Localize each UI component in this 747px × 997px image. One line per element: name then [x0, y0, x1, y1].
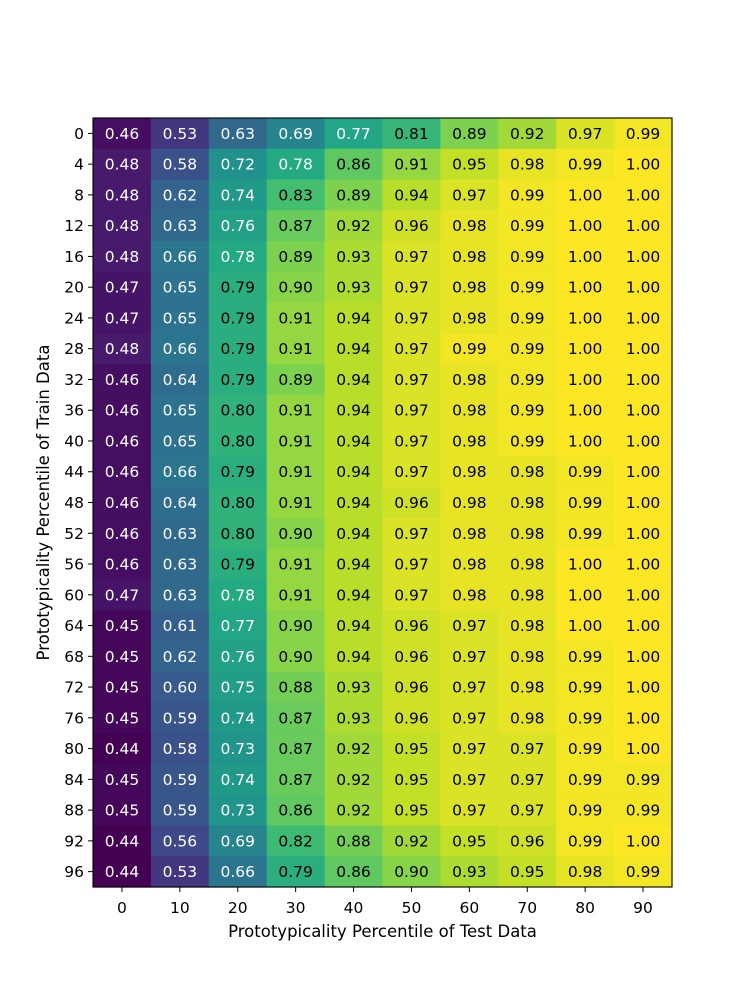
cell-value-label: 0.95: [452, 832, 487, 851]
cell-value-label: 0.97: [394, 278, 429, 297]
cell-value-label: 0.86: [336, 155, 371, 174]
cell-value-label: 0.78: [278, 155, 313, 174]
cell-value-label: 0.80: [220, 432, 256, 451]
cell-value-label: 0.92: [336, 801, 371, 820]
cell-value-label: 0.86: [336, 863, 371, 882]
cell-value-label: 0.46: [104, 432, 140, 451]
cell-value-label: 0.91: [278, 340, 313, 359]
y-tick-label: 84: [64, 770, 84, 789]
x-axis-ticks: [117, 887, 653, 917]
x-tick-label: 90: [633, 899, 653, 917]
cell-value-label: 0.87: [278, 770, 313, 789]
cell-value-label: 0.95: [509, 863, 545, 882]
cell-value-label: 0.87: [278, 217, 313, 236]
cell-value-label: 0.99: [509, 247, 545, 266]
cell-value-label: 0.79: [220, 555, 256, 574]
cell-value-label: 0.93: [336, 678, 371, 697]
cell-value-label: 0.91: [278, 432, 313, 451]
y-tick-label: 44: [64, 463, 84, 482]
y-tick-label: 16: [64, 247, 84, 266]
cell-value-label: 0.94: [336, 647, 371, 666]
cell-value-label: 1.00: [625, 617, 661, 636]
cell-value-label: 0.91: [278, 309, 313, 328]
cell-value-label: 0.92: [394, 832, 429, 851]
cell-value-label: 0.65: [162, 401, 198, 420]
cell-value-label: 0.98: [452, 524, 487, 543]
cell-value-label: 0.94: [336, 617, 371, 636]
cell-value-label: 1.00: [625, 278, 661, 297]
cell-value-label: 0.90: [394, 863, 429, 882]
cell-value-label: 0.91: [278, 401, 313, 420]
cell-value-label: 0.97: [509, 740, 545, 759]
cell-value-label: 0.58: [162, 155, 198, 174]
y-tick-label: 36: [64, 401, 84, 420]
cell-value-label: 0.53: [162, 124, 198, 143]
cell-value-label: 0.89: [278, 247, 313, 266]
cell-value-label: 0.99: [509, 432, 545, 451]
cell-value-label: 0.59: [162, 770, 198, 789]
x-tick-label: 80: [575, 899, 596, 917]
cell-value-label: 0.99: [567, 832, 603, 851]
cell-value-label: 0.76: [220, 217, 256, 236]
cell-value-label: 0.90: [278, 617, 313, 636]
cell-value-label: 0.91: [394, 155, 429, 174]
cell-value-label: 1.00: [625, 586, 661, 605]
x-tick-label: 10: [169, 899, 190, 917]
cell-value-label: 1.00: [625, 309, 661, 328]
cell-value-label: 1.00: [567, 309, 603, 328]
x-tick-label: 40: [343, 899, 364, 917]
cell-value-label: 0.99: [509, 186, 545, 205]
cell-value-label: 0.97: [452, 186, 487, 205]
cell-value-label: 0.91: [278, 586, 313, 605]
cell-value-label: 0.95: [452, 155, 487, 174]
cell-value-label: 0.98: [509, 494, 545, 512]
cell-value-label: 0.98: [567, 863, 603, 882]
cell-value-label: 1.00: [567, 617, 603, 636]
cell-value-label: 0.74: [220, 770, 256, 789]
cell-value-label: 0.48: [104, 340, 140, 359]
cell-value-label: 0.97: [567, 124, 603, 143]
cell-value-label: 0.59: [162, 709, 198, 728]
cell-value-label: 1.00: [625, 678, 661, 697]
cell-value-label: 0.87: [278, 709, 313, 728]
cell-value-label: 0.98: [452, 370, 487, 389]
cell-value-label: 0.98: [509, 463, 545, 482]
cell-value-label: 1.00: [625, 432, 661, 451]
cell-value-label: 0.99: [625, 124, 661, 143]
cell-value-label: 1.00: [625, 555, 661, 574]
cell-value-label: 0.90: [278, 647, 313, 666]
cell-value-label: 0.47: [104, 278, 140, 297]
x-axis-label: Prototypicality Percentile of Test Data: [228, 922, 537, 941]
cell-value-label: 0.98: [452, 432, 487, 451]
cell-value-label: 0.97: [394, 370, 429, 389]
cell-value-label: 1.00: [625, 524, 661, 543]
cell-value-label: 0.93: [336, 278, 371, 297]
y-tick-label: 76: [64, 709, 84, 728]
cell-value-label: 0.98: [452, 217, 487, 236]
cell-value-label: 0.46: [104, 124, 140, 143]
cell-value-label: 0.83: [278, 186, 313, 205]
cell-value-label: 0.93: [336, 709, 371, 728]
cell-value-label: 0.69: [220, 832, 256, 851]
cell-value-label: 0.92: [336, 770, 371, 789]
cell-value-label: 0.95: [394, 740, 429, 759]
cell-value-label: 0.99: [509, 340, 545, 359]
x-tick-label: 20: [227, 899, 248, 917]
cell-value-label: 0.82: [278, 832, 313, 851]
cell-value-label: 0.99: [567, 155, 603, 174]
cell-value-label: 0.97: [394, 309, 429, 328]
cell-value-label: 0.97: [452, 740, 487, 759]
cell-value-label: 0.73: [220, 740, 256, 759]
cell-value-label: 0.97: [452, 647, 487, 666]
cell-value-label: 0.98: [509, 647, 545, 666]
cell-value-label: 0.59: [162, 801, 198, 820]
cell-value-label: 0.62: [162, 647, 198, 666]
cell-value-label: 0.96: [394, 678, 429, 697]
y-tick-label: 20: [64, 278, 84, 297]
cell-value-label: 1.00: [625, 832, 661, 851]
cell-value-label: 0.46: [104, 494, 140, 512]
x-tick-label: 60: [459, 899, 480, 917]
cell-value-label: 0.66: [162, 463, 198, 482]
cell-value-label: 0.96: [509, 832, 545, 851]
cell-value-label: 0.97: [394, 555, 429, 574]
x-tick-label: 0: [117, 899, 127, 917]
cell-value-label: 0.98: [509, 524, 545, 543]
cell-value-label: 1.00: [567, 586, 603, 605]
cell-value-label: 0.99: [567, 770, 603, 789]
cell-value-label: 0.94: [336, 524, 371, 543]
cell-value-label: 0.79: [220, 309, 256, 328]
y-tick-label: 72: [64, 678, 84, 697]
cell-value-label: 0.94: [336, 401, 371, 420]
cell-value-label: 0.79: [220, 278, 256, 297]
cell-value-label: 0.98: [452, 401, 487, 420]
cell-value-label: 0.97: [394, 586, 429, 605]
cell-value-label: 1.00: [625, 370, 661, 389]
cell-value-label: 0.48: [104, 186, 140, 205]
cell-value-label: 0.45: [104, 678, 140, 697]
cell-value-label: 0.98: [509, 555, 545, 574]
cell-value-label: 0.88: [278, 678, 313, 697]
cell-value-label: 0.45: [104, 801, 140, 820]
cell-value-label: 1.00: [567, 370, 603, 389]
cell-value-label: 0.44: [104, 863, 140, 882]
y-tick-label: 68: [64, 647, 84, 666]
cell-value-label: 0.99: [625, 801, 661, 820]
cell-value-label: 0.53: [162, 863, 198, 882]
cell-value-label: 0.98: [452, 586, 487, 605]
x-tick-label: 50: [401, 899, 422, 917]
cell-value-label: 0.92: [336, 217, 371, 236]
cell-value-label: 0.98: [509, 586, 545, 605]
cell-value-label: 0.77: [220, 617, 256, 636]
cell-value-label: 0.45: [104, 770, 140, 789]
cell-value-label: 0.97: [394, 524, 429, 543]
cell-value-label: 0.62: [162, 186, 198, 205]
cell-value-label: 0.89: [452, 124, 487, 143]
cell-value-label: 0.74: [220, 186, 256, 205]
cell-value-label: 0.45: [104, 617, 140, 636]
cell-value-label: 0.45: [104, 647, 140, 666]
cell-value-label: 0.97: [394, 401, 429, 420]
cell-value-label: 0.96: [394, 617, 429, 636]
cell-value-label: 0.46: [104, 555, 140, 574]
cell-value-label: 0.99: [567, 463, 603, 482]
y-tick-label: 4: [74, 155, 84, 174]
cell-value-label: 0.48: [104, 247, 140, 266]
y-tick-label: 40: [64, 432, 84, 451]
y-tick-label: 80: [64, 740, 84, 759]
cell-value-label: 0.63: [162, 524, 198, 543]
cell-value-label: 0.63: [162, 217, 198, 236]
cell-value-label: 0.48: [104, 155, 140, 174]
cell-value-label: 1.00: [567, 278, 603, 297]
cell-value-label: 0.96: [394, 494, 429, 512]
y-tick-label: 60: [64, 586, 84, 605]
cell-value-label: 0.77: [336, 124, 371, 143]
cell-value-label: 1.00: [625, 186, 661, 205]
cell-value-label: 1.00: [567, 340, 603, 359]
cell-value-label: 0.60: [162, 678, 198, 697]
cell-value-label: 0.94: [336, 494, 371, 512]
cell-value-label: 0.99: [509, 278, 545, 297]
cell-value-label: 0.97: [452, 678, 487, 697]
cell-value-label: 0.65: [162, 278, 198, 297]
cell-value-label: 0.79: [278, 863, 313, 882]
cell-value-label: 0.66: [220, 863, 256, 882]
cell-value-label: 0.90: [278, 524, 313, 543]
cell-value-label: 0.96: [394, 217, 429, 236]
cell-value-label: 1.00: [567, 186, 603, 205]
cell-value-label: 0.99: [567, 740, 603, 759]
y-tick-label: 12: [64, 217, 84, 236]
cell-value-label: 0.94: [336, 370, 371, 389]
x-tick-label: 30: [285, 899, 306, 917]
y-tick-label: 32: [64, 370, 84, 389]
y-tick-label: 92: [64, 832, 84, 851]
cell-value-label: 0.97: [394, 463, 429, 482]
y-tick-label: 64: [64, 617, 84, 636]
cell-value-label: 0.76: [220, 647, 256, 666]
cell-value-label: 1.00: [625, 217, 661, 236]
cell-value-label: 0.98: [452, 278, 487, 297]
cell-value-label: 0.89: [336, 186, 371, 205]
cell-value-label: 0.81: [394, 124, 429, 143]
cell-value-label: 0.78: [220, 586, 256, 605]
cell-value-label: 0.46: [104, 401, 140, 420]
cell-value-label: 0.47: [104, 586, 140, 605]
cell-value-label: 0.46: [104, 370, 140, 389]
cell-value-label: 0.94: [336, 555, 371, 574]
cell-value-label: 0.99: [567, 494, 603, 512]
cell-value-label: 0.98: [452, 247, 487, 266]
cell-value-label: 0.97: [509, 770, 545, 789]
cell-value-label: 0.44: [104, 740, 140, 759]
cell-value-label: 0.72: [220, 155, 256, 174]
cell-value-label: 0.98: [452, 555, 487, 574]
cell-value-label: 0.45: [104, 709, 140, 728]
cell-value-label: 1.00: [625, 463, 661, 482]
cell-value-label: 0.99: [625, 863, 661, 882]
cell-value-label: 0.86: [278, 801, 313, 820]
cell-value-label: 0.94: [336, 586, 371, 605]
cell-value-label: 1.00: [567, 217, 603, 236]
cell-value-label: 0.91: [278, 555, 313, 574]
cell-value-label: 0.97: [452, 801, 487, 820]
y-tick-label: 88: [64, 801, 84, 820]
y-axis-label: Prototypicality Percentile of Train Data: [34, 344, 53, 661]
cell-value-label: 0.94: [336, 463, 371, 482]
cell-value-label: 0.46: [104, 463, 140, 482]
cell-value-label: 1.00: [625, 401, 661, 420]
y-axis-ticks: [64, 125, 93, 881]
cell-value-label: 0.98: [509, 678, 545, 697]
cell-value-label: 0.75: [220, 678, 256, 697]
cell-value-label: 1.00: [625, 740, 661, 759]
cell-value-label: 0.92: [336, 740, 371, 759]
y-tick-label: 56: [64, 555, 84, 574]
cell-value-label: 0.91: [278, 494, 313, 512]
cell-value-label: 0.98: [452, 309, 487, 328]
cell-value-label: 1.00: [567, 247, 603, 266]
cell-value-label: 0.65: [162, 309, 198, 328]
cell-value-label: 0.69: [278, 124, 313, 143]
cell-value-label: 0.94: [336, 309, 371, 328]
cell-value-label: 0.99: [452, 340, 487, 359]
cell-value-label: 0.97: [394, 247, 429, 266]
cell-value-label: 0.73: [220, 801, 256, 820]
y-tick-label: 52: [64, 524, 84, 543]
y-tick-label: 48: [64, 494, 84, 512]
cell-value-label: 0.66: [162, 247, 198, 266]
cell-value-label: 0.96: [394, 647, 429, 666]
cell-value-label: 0.98: [452, 494, 487, 512]
cell-value-label: 0.74: [220, 709, 256, 728]
cell-value-label: 0.99: [509, 217, 545, 236]
cell-value-label: 0.78: [220, 247, 256, 266]
y-tick-label: 24: [64, 309, 84, 328]
y-tick-label: 0: [74, 124, 84, 143]
cell-value-label: 0.80: [220, 494, 256, 512]
cell-value-label: 1.00: [625, 494, 661, 512]
cell-value-label: 0.97: [452, 617, 487, 636]
cell-value-label: 0.99: [567, 801, 603, 820]
cell-value-label: 0.79: [220, 340, 256, 359]
cell-value-label: 0.99: [509, 370, 545, 389]
cell-value-label: 0.90: [278, 278, 313, 297]
cell-value-label: 0.66: [162, 340, 198, 359]
cell-value-label: 1.00: [625, 247, 661, 266]
y-tick-label: 96: [64, 863, 84, 882]
cell-value-label: 0.97: [509, 801, 545, 820]
cell-value-label: 0.99: [509, 401, 545, 420]
cell-value-label: 0.56: [162, 832, 198, 851]
cell-value-label: 0.80: [220, 401, 256, 420]
cell-value-label: 0.97: [394, 432, 429, 451]
cell-value-label: 0.98: [509, 709, 545, 728]
cell-value-label: 0.97: [452, 709, 487, 728]
cell-value-label: 0.80: [220, 524, 256, 543]
cell-value-label: 0.97: [452, 770, 487, 789]
cell-value-label: 0.93: [452, 863, 487, 882]
cell-value-label: 0.63: [162, 586, 198, 605]
cell-value-label: 0.48: [104, 217, 140, 236]
cell-value-label: 0.61: [162, 617, 198, 636]
cell-value-label: 1.00: [625, 155, 661, 174]
cell-value-label: 0.99: [567, 524, 603, 543]
cell-value-label: 0.98: [509, 155, 545, 174]
cell-value-label: 0.91: [278, 463, 313, 482]
cell-value-label: 0.65: [162, 432, 198, 451]
cell-value-label: 0.98: [452, 463, 487, 482]
cell-value-label: 0.46: [104, 524, 140, 543]
y-tick-label: 28: [64, 340, 84, 359]
cell-value-label: 0.44: [104, 832, 140, 851]
cell-value-label: 0.63: [220, 124, 256, 143]
cell-value-label: 0.58: [162, 740, 198, 759]
cell-value-label: 0.99: [567, 709, 603, 728]
cell-value-label: 1.00: [625, 709, 661, 728]
cell-value-label: 0.89: [278, 370, 313, 389]
cell-value-label: 0.96: [394, 709, 429, 728]
cell-value-label: 0.95: [394, 801, 429, 820]
cell-value-label: 1.00: [625, 340, 661, 359]
cell-value-label: 0.93: [336, 247, 371, 266]
cell-value-label: 0.99: [625, 770, 661, 789]
cell-value-label: 0.99: [509, 309, 545, 328]
cell-value-label: 0.99: [567, 678, 603, 697]
cell-value-label: 1.00: [567, 401, 603, 420]
cell-value-label: 0.79: [220, 370, 256, 389]
cell-value-label: 1.00: [567, 432, 603, 451]
cell-value-label: 0.97: [394, 340, 429, 359]
cell-value-label: 1.00: [625, 647, 661, 666]
cell-value-label: 0.88: [336, 832, 371, 851]
cell-value-label: 0.98: [509, 617, 545, 636]
cell-value-label: 0.94: [336, 340, 371, 359]
cell-value-label: 0.47: [104, 309, 140, 328]
cell-value-label: 0.64: [162, 370, 198, 389]
cell-value-label: 1.00: [567, 555, 603, 574]
cell-value-label: 0.87: [278, 740, 313, 759]
cell-value-label: 0.64: [162, 494, 198, 512]
cell-value-label: 0.94: [394, 186, 429, 205]
y-tick-label: 8: [74, 186, 84, 205]
cell-value-label: 0.99: [567, 647, 603, 666]
cell-value-label: 0.63: [162, 555, 198, 574]
cell-value-label: 0.79: [220, 463, 256, 482]
cell-value-label: 0.94: [336, 432, 371, 451]
x-tick-label: 70: [517, 899, 538, 917]
cell-value-label: 0.92: [509, 124, 545, 143]
cell-value-label: 0.95: [394, 770, 429, 789]
